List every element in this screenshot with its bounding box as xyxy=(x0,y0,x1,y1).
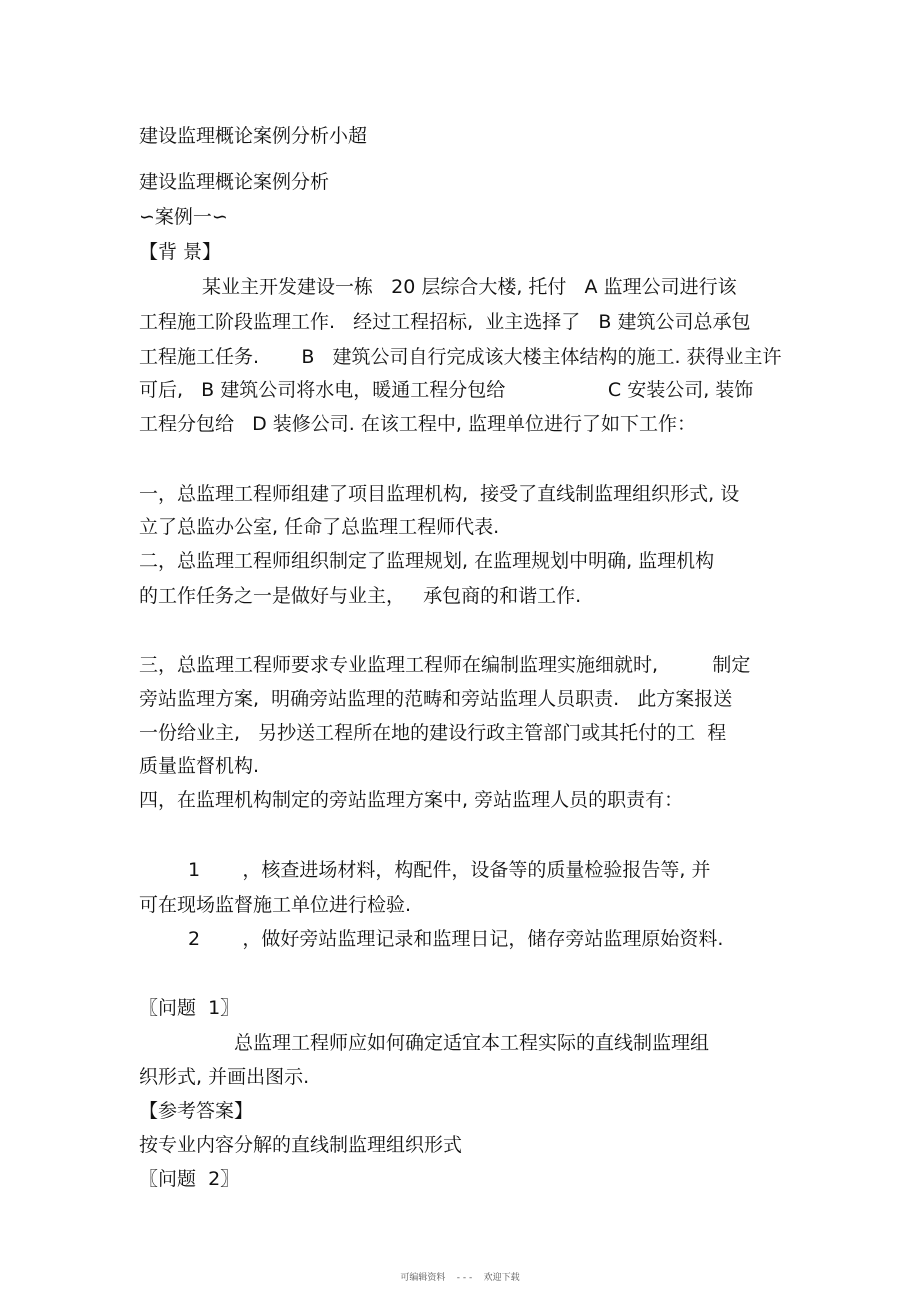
duty-two: 2 ，做好旁站监理记录和监理日记，储存旁站监理原始资料. xyxy=(188,928,724,950)
background-line: 工程分包给 D 装修公司. 在该工程中, 监理单位进行了如下工作： xyxy=(139,413,696,435)
item-three-line: 旁站监理方案, 明确旁站监理的范畴和旁站监理人员职责. 此方案报送 xyxy=(139,688,733,710)
background-line: 某业主开发建设一栋 20 层综合大楼, 托付 A 监理公司进行该 xyxy=(202,276,737,298)
doc-subtitle: 建设监理概论案例分析 xyxy=(139,171,330,193)
duty-one-line: 可在现场监督施工单位进行检验. xyxy=(139,894,412,916)
question-1-label: 〖问题 1〗 xyxy=(139,997,240,1019)
duty-one-line: 1 ，核查进场材料，构配件，设备等的质量检验报告等, 并 xyxy=(188,859,711,881)
doc-title: 建设监理概论案例分析小超 xyxy=(139,125,368,147)
background-line: 工程施工任务. B 建筑公司自行完成该大楼主体结构的施工. 获得业主许 xyxy=(139,346,782,368)
item-two-line: 二，总监理工程师组织制定了监理规划, 在监理规划中明确, 监理机构 xyxy=(139,550,715,572)
question-2-label: 〖问题 2〗 xyxy=(139,1168,240,1190)
answer-text: 按专业内容分解的直线制监理组织形式 xyxy=(139,1134,463,1156)
answer-label: 【参考答案】 xyxy=(139,1100,254,1122)
item-one-line: 一，总监理工程师组建了项目监理机构, 接受了直线制监理组织形式, 设 xyxy=(139,483,740,505)
background-header: 【背 景】 xyxy=(139,241,222,263)
item-three-line: 三，总监理工程师要求专业监理工程师在编制监理实施细就时, 制定 xyxy=(139,654,751,676)
item-three-line: 质量监督机构. xyxy=(139,755,260,777)
item-one-line: 立了总监办公室, 任命了总监理工程师代表. xyxy=(139,516,500,538)
background-line: 工程施工阶段监理工作. 经过工程招标, 业主选择了 B 建筑公司总承包 xyxy=(139,311,751,333)
item-two-line: 的工作任务之一是做好与业主， 承包商的和谐工作. xyxy=(139,585,582,607)
question-1-line: 织形式, 并画出图示. xyxy=(139,1066,310,1088)
question-1-line: 总监理工程师应如何确定适宜本工程实际的直线制监理组 xyxy=(234,1032,710,1054)
page-footer: 可编辑资料 - - - 欢迎下载 xyxy=(400,1273,520,1283)
item-three-line: 一份给业主, 另抄送工程所在地的建设行政主管部门或其托付的工 程 xyxy=(139,722,727,744)
background-line: 可后, B 建筑公司将水电，暖通工程分包给 C 安装公司, 装饰 xyxy=(139,379,754,401)
case-label: ∽案例一∽ xyxy=(139,206,228,228)
item-four: 四，在监理机构制定的旁站监理方案中, 旁站监理人员的职责有： xyxy=(139,789,684,811)
